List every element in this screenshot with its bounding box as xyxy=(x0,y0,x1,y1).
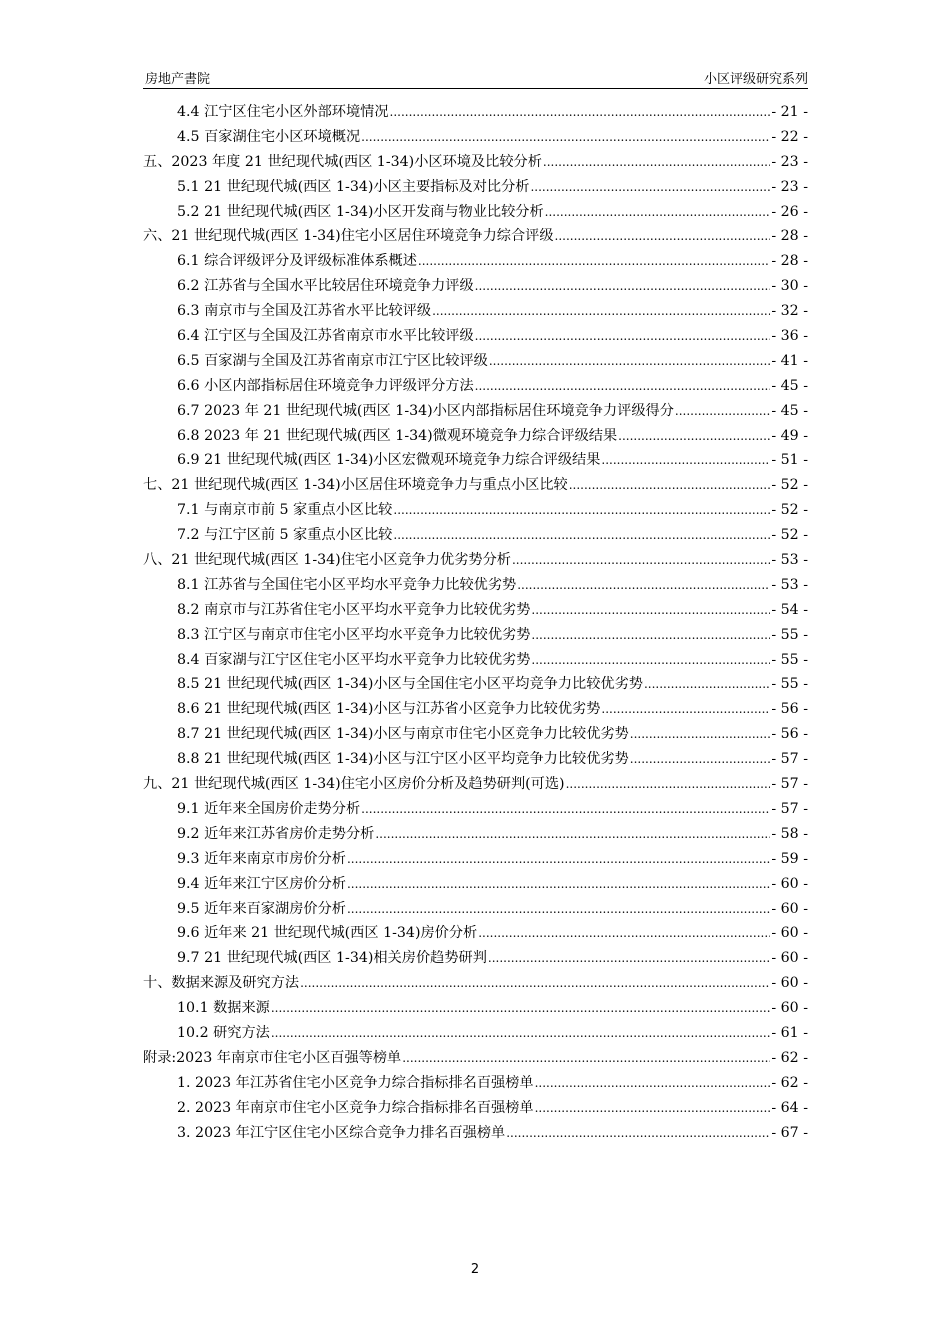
dot-leader xyxy=(361,797,770,822)
dot-leader xyxy=(393,498,770,523)
toc-entry-page: - 53 - xyxy=(771,576,808,593)
toc-entry-page: - 60 - xyxy=(771,950,808,967)
toc-entry-page: - 57 - xyxy=(771,751,808,768)
table-of-contents xyxy=(143,100,808,1145)
toc-section-entry[interactable] xyxy=(143,598,808,623)
toc-entry-title: 4.5 百家湖住宅小区环境概况 xyxy=(177,128,361,145)
toc-entry-title: 6.6 小区内部指标居住环境竞争力评级评分方法 xyxy=(177,377,474,394)
dot-leader xyxy=(475,374,771,399)
toc-entry-title: 8.5 21 世纪现代城(西区 1-34)小区与全国住宅小区平均竞争力比较优劣势 xyxy=(177,676,643,693)
toc-entry-page: - 60 - xyxy=(771,925,808,942)
toc-section-entry[interactable] xyxy=(143,623,808,648)
toc-section-entry[interactable] xyxy=(143,573,808,598)
toc-chapter-entry[interactable] xyxy=(143,224,808,249)
toc-section-entry[interactable] xyxy=(143,847,808,872)
toc-entry-title: 6.5 百家湖与全国及江苏省南京市江宁区比较评级 xyxy=(177,352,488,369)
dot-leader xyxy=(271,996,770,1021)
toc-chapter-entry[interactable] xyxy=(143,772,808,797)
toc-entry-page: - 52 - xyxy=(771,527,808,544)
dot-leader xyxy=(402,1046,770,1071)
toc-entry-title: 6.8 2023 年 21 世纪现代城(西区 1-34)微观环境竞争力综合评级结果 xyxy=(177,427,618,444)
toc-entry-title: 6.3 南京市与全国及江苏省水平比较评级 xyxy=(177,303,432,320)
dot-leader xyxy=(375,822,770,847)
dot-leader xyxy=(569,473,771,498)
toc-entry-title: 6.7 2023 年 21 世纪现代城(西区 1-34)小区内部指标居住环境竞争力评级得分 xyxy=(177,402,674,419)
toc-entry-title: 8.2 南京市与江苏省住宅小区平均水平竞争力比较优劣势 xyxy=(177,601,531,618)
toc-section-entry[interactable] xyxy=(143,697,808,722)
toc-entry-page: - 64 - xyxy=(771,1099,808,1116)
toc-entry-title: 九、21 世纪现代城(西区 1-34)住宅小区房价分析及趋势研判(可选) xyxy=(143,776,565,793)
toc-entry-page: - 41 - xyxy=(771,352,808,369)
toc-chapter-entry[interactable] xyxy=(143,150,808,175)
toc-entry-page: - 62 - xyxy=(771,1074,808,1091)
toc-entry-title: 七、21 世纪现代城(西区 1-34)小区居住环境竞争力与重点小区比较 xyxy=(143,477,568,494)
toc-entry-page: - 28 - xyxy=(771,228,808,245)
toc-section-entry[interactable] xyxy=(143,448,808,473)
toc-entry-page: - 67 - xyxy=(771,1124,808,1141)
toc-entry-page: - 26 - xyxy=(771,203,808,220)
toc-entry-page: - 52 - xyxy=(771,477,808,494)
toc-entry-title: 八、21 世纪现代城(西区 1-34)住宅小区竞争力优劣势分析 xyxy=(143,552,511,569)
dot-leader xyxy=(601,448,770,473)
toc-entry-title: 8.8 21 世纪现代城(西区 1-34)小区与江宁区小区平均竞争力比较优劣势 xyxy=(177,751,629,768)
toc-section-entry[interactable] xyxy=(143,1071,808,1096)
toc-entry-title: 7.2 与江宁区前 5 家重点小区比较 xyxy=(177,527,393,544)
toc-entry-page: - 23 - xyxy=(771,178,808,195)
toc-entry-title: 8.6 21 世纪现代城(西区 1-34)小区与江苏省小区竞争力比较优劣势 xyxy=(177,701,601,718)
dot-leader xyxy=(475,324,771,349)
dot-leader xyxy=(475,274,771,299)
toc-entry-page: - 57 - xyxy=(771,800,808,817)
header-series-title: 小区评级研究系列 xyxy=(703,72,808,87)
toc-entry-title: 9.4 近年来江宁区房价分析 xyxy=(177,875,346,892)
toc-entry-page: - 22 - xyxy=(771,128,808,145)
toc-section-entry[interactable] xyxy=(143,872,808,897)
dot-leader xyxy=(488,946,770,971)
toc-entry-page: - 55 - xyxy=(771,626,808,643)
toc-entry-page: - 57 - xyxy=(771,776,808,793)
toc-section-entry[interactable] xyxy=(143,324,808,349)
toc-entry-page: - 36 - xyxy=(771,328,808,345)
dot-leader xyxy=(530,175,770,200)
toc-section-entry[interactable] xyxy=(143,672,808,697)
toc-entry-title: 6.2 江苏省与全国水平比较居住环境竞争力评级 xyxy=(177,278,474,295)
toc-entry-title: 附录:2023 年南京市住宅小区百强等榜单 xyxy=(143,1049,402,1066)
dot-leader xyxy=(478,921,770,946)
dot-leader xyxy=(347,897,770,922)
dot-leader xyxy=(432,299,770,324)
dot-leader xyxy=(675,399,770,424)
dot-leader xyxy=(531,623,770,648)
dot-leader xyxy=(517,573,770,598)
toc-entry-page: - 23 - xyxy=(771,153,808,170)
toc-section-entry[interactable] xyxy=(143,249,808,274)
dot-leader xyxy=(535,1071,771,1096)
dot-leader xyxy=(393,523,770,548)
dot-leader xyxy=(271,1021,770,1046)
toc-entry-title: 9.5 近年来百家湖房价分析 xyxy=(177,900,346,917)
toc-entry-page: - 55 - xyxy=(771,676,808,693)
toc-entry-title: 5.1 21 世纪现代城(西区 1-34)小区主要指标及对比分析 xyxy=(177,178,530,195)
toc-entry-page: - 53 - xyxy=(771,552,808,569)
toc-entry-page: - 54 - xyxy=(771,601,808,618)
dot-leader xyxy=(506,1121,770,1146)
toc-entry-title: 9.6 近年来 21 世纪现代城(西区 1-34)房价分析 xyxy=(177,925,478,942)
toc-entry-title: 6.1 综合评级评分及评级标准体系概述 xyxy=(177,253,417,270)
toc-section-entry[interactable] xyxy=(143,822,808,847)
toc-section-entry[interactable] xyxy=(143,349,808,374)
toc-section-entry[interactable] xyxy=(143,1096,808,1121)
toc-entry-title: 十、数据来源及研究方法 xyxy=(143,975,300,992)
toc-entry-page: - 61 - xyxy=(771,1024,808,1041)
toc-entry-page: - 58 - xyxy=(771,825,808,842)
toc-section-entry[interactable] xyxy=(143,648,808,673)
toc-entry-title: 10.2 研究方法 xyxy=(177,1024,270,1041)
toc-entry-title: 9.3 近年来南京市房价分析 xyxy=(177,850,346,867)
toc-chapter-entry[interactable] xyxy=(143,473,808,498)
dot-leader xyxy=(630,747,771,772)
dot-leader xyxy=(390,100,771,125)
toc-entry-page: - 30 - xyxy=(771,278,808,295)
toc-entry-page: - 21 - xyxy=(771,104,808,120)
toc-entry-page: - 60 - xyxy=(771,900,808,917)
toc-entry-page: - 60 - xyxy=(771,975,808,992)
toc-entry-page: - 55 - xyxy=(771,651,808,668)
toc-entry-page: - 56 - xyxy=(771,701,808,718)
toc-section-entry[interactable] xyxy=(143,274,808,299)
dot-leader xyxy=(630,722,771,747)
dot-leader xyxy=(535,1096,771,1121)
toc-entry-title: 9.1 近年来全国房价走势分析 xyxy=(177,800,361,817)
toc-entry-page: - 32 - xyxy=(771,303,808,320)
toc-section-entry[interactable] xyxy=(143,996,808,1021)
dot-leader xyxy=(555,224,771,249)
toc-entry-title: 8.1 江苏省与全国住宅小区平均水平竞争力比较优劣势 xyxy=(177,576,517,593)
toc-entry-page: - 59 - xyxy=(771,850,808,867)
toc-entry-title: 3. 2023 年江宁区住宅小区综合竞争力排名百强榜单 xyxy=(177,1124,506,1141)
toc-entry-title: 五、2023 年度 21 世纪现代城(西区 1-34)小区环境及比较分析 xyxy=(143,153,542,170)
toc-entry-title: 8.4 百家湖与江宁区住宅小区平均水平竞争力比较优劣势 xyxy=(177,651,531,668)
dot-leader xyxy=(644,672,770,697)
dot-leader xyxy=(618,424,770,449)
toc-entry-page: - 60 - xyxy=(771,875,808,892)
dot-leader xyxy=(512,548,770,573)
dot-leader xyxy=(543,150,770,175)
toc-section-entry[interactable] xyxy=(143,1121,808,1146)
toc-entry-title: 6.9 21 世纪现代城(西区 1-34)小区宏微观环境竞争力综合评级结果 xyxy=(177,452,601,469)
toc-chapter-entry[interactable] xyxy=(143,1046,808,1071)
toc-entry-title: 10.1 数据来源 xyxy=(177,1000,270,1017)
toc-entry-page: - 60 - xyxy=(771,1000,808,1017)
toc-entry-title: 7.1 与南京市前 5 家重点小区比较 xyxy=(177,502,393,519)
toc-entry-page: - 28 - xyxy=(771,253,808,270)
toc-section-entry[interactable] xyxy=(143,299,808,324)
dot-leader xyxy=(545,200,771,225)
toc-entry-page: - 52 - xyxy=(771,502,808,519)
toc-entry-title: 六、21 世纪现代城(西区 1-34)住宅小区居住环境竞争力综合评级 xyxy=(143,228,554,245)
toc-section-entry[interactable] xyxy=(143,125,808,150)
toc-section-entry[interactable] xyxy=(143,100,808,125)
toc-section-entry[interactable] xyxy=(143,747,808,772)
toc-section-entry[interactable] xyxy=(143,424,808,449)
toc-entry-title: 8.3 江宁区与南京市住宅小区平均水平竞争力比较优劣势 xyxy=(177,626,531,643)
dot-leader xyxy=(361,125,770,150)
toc-entry-page: - 62 - xyxy=(771,1049,808,1066)
toc-section-entry[interactable] xyxy=(143,1021,808,1046)
toc-section-entry[interactable] xyxy=(143,399,808,424)
toc-entry-title: 5.2 21 世纪现代城(西区 1-34)小区开发商与物业比较分析 xyxy=(177,203,544,220)
dot-leader xyxy=(489,349,771,374)
toc-entry-page: - 51 - xyxy=(771,452,808,469)
page-number: 2 xyxy=(470,1262,480,1277)
toc-entry-title: 2. 2023 年南京市住宅小区竞争力综合指标排名百强榜单 xyxy=(177,1099,534,1116)
dot-leader xyxy=(566,772,771,797)
toc-section-entry[interactable] xyxy=(143,722,808,747)
dot-leader xyxy=(531,598,770,623)
dot-leader xyxy=(531,648,770,673)
toc-section-entry[interactable] xyxy=(143,200,808,225)
toc-section-entry[interactable] xyxy=(143,523,808,548)
toc-entry-page: - 45 - xyxy=(771,377,808,394)
toc-section-entry[interactable] xyxy=(143,498,808,523)
toc-chapter-entry[interactable] xyxy=(143,971,808,996)
toc-entry-page: - 49 - xyxy=(771,427,808,444)
toc-entry-page: - 45 - xyxy=(771,402,808,419)
toc-section-entry[interactable] xyxy=(143,897,808,922)
toc-entry-title: 8.7 21 世纪现代城(西区 1-34)小区与南京市住宅小区竞争力比较优劣势 xyxy=(177,726,629,743)
dot-leader xyxy=(347,872,770,897)
toc-entry-title: 1. 2023 年江苏省住宅小区竞争力综合指标排名百强榜单 xyxy=(177,1074,534,1091)
toc-entry-page: - 56 - xyxy=(771,726,808,743)
toc-section-entry[interactable] xyxy=(143,175,808,200)
toc-chapter-entry[interactable] xyxy=(143,548,808,573)
page-header xyxy=(143,66,808,89)
toc-entry-title: 9.7 21 世纪现代城(西区 1-34)相关房价趋势研判 xyxy=(177,950,487,967)
toc-entry-title: 9.2 近年来江苏省房价走势分析 xyxy=(177,825,375,842)
toc-section-entry[interactable] xyxy=(143,374,808,399)
toc-entry-title: 4.4 江宁区住宅小区外部环境情况 xyxy=(177,104,389,120)
toc-section-entry[interactable] xyxy=(143,921,808,946)
dot-leader xyxy=(418,249,770,274)
toc-section-entry[interactable] xyxy=(143,946,808,971)
toc-section-entry[interactable] xyxy=(143,797,808,822)
dot-leader xyxy=(300,971,770,996)
toc-entry-title: 6.4 江宁区与全国及江苏省南京市水平比较评级 xyxy=(177,328,474,345)
dot-leader xyxy=(347,847,770,872)
header-publisher: 房地产書院 xyxy=(145,72,211,87)
dot-leader xyxy=(601,697,770,722)
